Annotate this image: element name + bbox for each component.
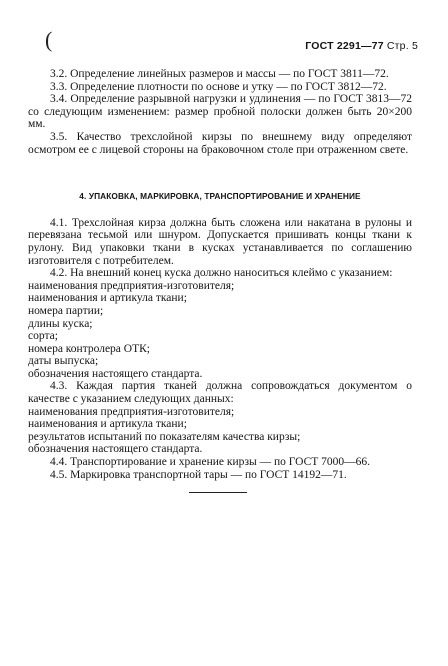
paragraph-3-3: 3.3. Определение плотности по основе и утку — по ГОСТ 3812—72. (50, 80, 387, 93)
list-item: сорта; (28, 330, 58, 343)
paragraph-3-4: 3.4. Определение разрывной нагрузки и удлинения — по ГОСТ 3813—72 со следующим изменением: размер пробной полоски должен быть 20×200 мм. (28, 93, 412, 131)
list-item: длины куска; (28, 317, 93, 330)
document-body (28, 68, 412, 481)
end-rule (189, 492, 247, 493)
list-item: обозначения настоящего стандарта. (28, 367, 203, 380)
page-number: Стр. 5 (386, 40, 418, 52)
paragraph-4-3: 4.3. Каждая партия тканей должна сопровождаться документом о качестве с указанием следующих данных: (28, 380, 412, 406)
corner-mark: ( (45, 27, 53, 52)
paragraph-4-4: 4.4. Транспортирование и хранение кирзы — по ГОСТ 7000—66. (50, 456, 371, 469)
list-item: наименования и артикула ткани; (28, 292, 187, 305)
list-item: результатов испытаний по показателям качества кирзы; (28, 430, 301, 443)
list-item: наименования предприятия-изготовителя; (28, 405, 235, 418)
list-item: обозначения настоящего стандарта. (28, 443, 203, 456)
paragraph-4-5: 4.5. Маркировка транспортной тары — по ГОСТ 14192—71. (50, 468, 347, 481)
page-header (305, 40, 418, 52)
list-item: даты выпуска; (28, 355, 99, 368)
paragraph-4-2: 4.2. На внешний конец куска должно наноситься клеймо с указанием: (50, 267, 393, 280)
list-item: номера партии; (28, 304, 104, 317)
standard-number: ГОСТ 2291—77 (305, 40, 384, 52)
list-4-2 (28, 280, 412, 381)
paragraph-4-1: 4.1. Трехслойная кирза должна быть сложена или накатана в рулоны и перевязана тесьмой или шнуром. Допускается пришивать концы ткани к рулону. Вид упаковки ткани в кусках устанавливается по соглашению изготовителя с потребителем. (28, 216, 412, 267)
section-4-heading: 4. УПАКОВКА, МАРКИРОВКА, ТРАНСПОРТИРОВАНИЕ И ХРАНЕНИЕ (79, 191, 361, 202)
paragraph-3-5: 3.5. Качество трехслойной кирзы по внешнему виду определяют осмотром ее с лицевой стороны на браковочном столе при отраженном свете. (28, 130, 412, 156)
list-item: наименования и артикула ткани; (28, 418, 187, 431)
list-item: наименования предприятия-изготовителя; (28, 279, 235, 292)
list-item: номера контролера ОТК; (28, 342, 150, 355)
paragraph-3-2: 3.2. Определение линейных размеров и массы — по ГОСТ 3811—72. (50, 68, 389, 80)
list-4-3 (28, 406, 412, 456)
